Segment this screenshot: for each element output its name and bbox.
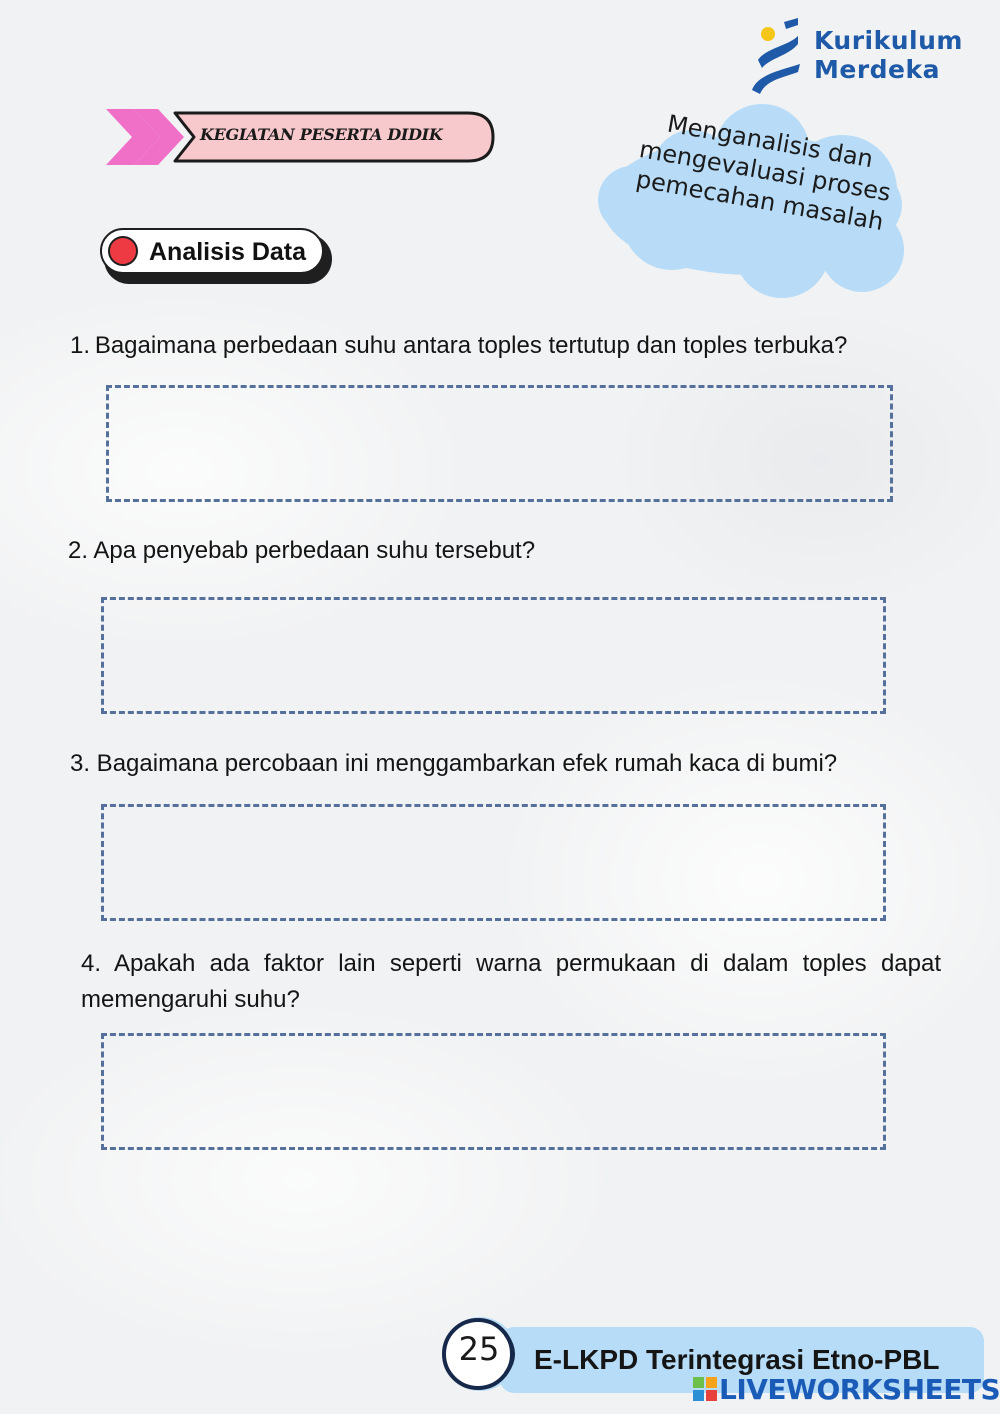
question-4: 4. Apakah ada faktor lain seperti warna permukaan di dalam toples dapat memengaruhi suhu?	[81, 950, 941, 1013]
footer-title: E-LKPD Terintegrasi Etno-PBL	[534, 1344, 940, 1375]
liveworksheets-logo-icon	[693, 1377, 717, 1401]
question-2: 2. Apa penyebab perbedaan suhu tersebut?	[68, 537, 536, 564]
logo-line-1: Kurikulum	[814, 26, 963, 55]
logo-blue-swoosh-bottom	[752, 64, 800, 94]
page-number: 25	[458, 1330, 500, 1368]
section-title: Analisis Data	[149, 238, 307, 266]
answer-box-3[interactable]	[101, 804, 886, 921]
logo-wordmark	[814, 26, 963, 84]
objective-cloud-text: Menganalisis dan mengevaluasi proses pemecahan masalah	[633, 109, 893, 237]
answer-box-2[interactable]	[101, 597, 886, 714]
question-3: 3. Bagaimana percobaan ini menggambarkan efek rumah kaca di bumi?	[70, 750, 838, 777]
liveworksheets-watermark: LIVEWORKSHEETS	[719, 1373, 1000, 1406]
activity-banner-label: KEGIATAN PESERTA DIDIK	[200, 125, 443, 144]
logo-blue-flag	[784, 18, 798, 29]
logo-yellow-dot	[761, 27, 775, 41]
red-dot-icon	[108, 236, 138, 266]
logo-line-2: Merdeka	[814, 55, 941, 84]
answer-box-4[interactable]	[101, 1033, 886, 1150]
logo-blue-swoosh-top	[758, 36, 798, 68]
answer-box-1[interactable]	[106, 385, 893, 502]
question-1: 1. Bagaimana perbedaan suhu antara toples tertutup dan toples terbuka?	[70, 332, 848, 359]
